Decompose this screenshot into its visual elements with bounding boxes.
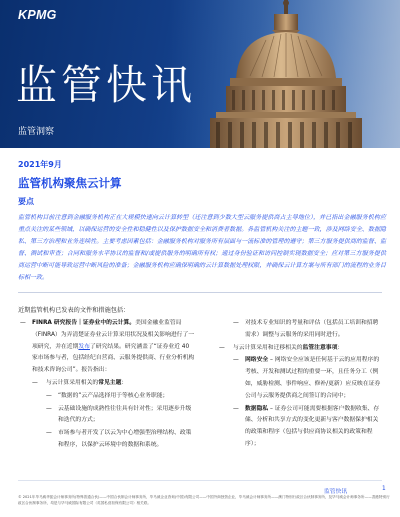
body-text: – 证券公司可能需要根据客户数据收集、存储、分析和共享方式的变化更新与客户数据保护相关的政策和程序（包括与供应商协议相关的政策和程序）； xyxy=(245,405,380,447)
list-item xyxy=(18,428,196,452)
series-label: 监管洞察 xyxy=(18,127,55,137)
list-item xyxy=(205,318,383,342)
page-title: 监管快讯 xyxy=(16,61,196,109)
body-text: 美国金融业监管局（FINRA）为弄清楚证券业云计算采用状况及相关影响进行了一项研究，并在近期 xyxy=(32,320,195,350)
body-text: ： xyxy=(121,379,128,386)
body-text: ： xyxy=(337,344,344,351)
bullet-dash-icon: — xyxy=(233,405,239,412)
list-item xyxy=(205,343,383,355)
article-headline: 监管机构聚焦云计算 xyxy=(18,176,122,190)
bullet-dash-icon: — xyxy=(20,320,26,326)
emphasis-text: 监管注意事项 xyxy=(302,344,338,351)
summary-paragraph: 监管机构目前注意到金融服务机构正在大规模快速向云计算转型（还注意到少数大型云服务提供商占主导地位），并已指出金融服务机构应重点关注的某些领域，以确保运营的安全性和稳健性以及保护数据安全和消费者数据。各监管机构关注的主题一致，涉及网络安全、数据隐私、第三方治理和业务连续性。主要考虑因素包括：金融服务机构对服务所有层面与一流标准的管理的遵守；第三方服务提供商的监督、监督、测试和审查；合同和服务水平协议的监督和/或提供服务的明确所有权；通过身份验证和访问控制实现数据安全；应对第三方服务提供商运营中断可能导致运营中断风险的准备；金融服务机构应确保明确的云计算数据处理权限，并确保云计算方案与所有部门的流程的业务目标相一致。 xyxy=(18,214,386,281)
list-item xyxy=(205,355,383,402)
list-item xyxy=(205,404,383,451)
body-text: 云基础设施的成熟性往往具有针对性；采用逐步升级和迭代的方式； xyxy=(58,405,192,424)
body-text: 对技术专业知识的考量和评估（包括员工培训和招聘需求）调整与云服务的采用同时进行。 xyxy=(245,320,379,338)
emphasis-text: FINRA 研究报告 xyxy=(32,320,78,326)
bullet-dash-icon: — xyxy=(233,357,239,364)
summary-label: 要点 xyxy=(18,197,34,206)
list-item xyxy=(18,378,196,390)
bullet-dash-icon: — xyxy=(233,320,239,326)
footer-disclaimer: © 2021年毕马威华振会计师事务所(特殊普通合伙)——中国合伙制会计师事务所，毕马威企业咨询(中国)有限公司——中国外商独资企业，毕马威会计师事务所——澳门特别行政区合伙制事务所，及毕马威会计师事务所——香港特别行政区合伙制事务所，均是与毕马威国际有限公司（英国私营担保有限公司）相关联。 xyxy=(18,495,390,505)
body-intro: 近期监管机构已发表的文件和措施包括： xyxy=(18,307,130,314)
section-divider xyxy=(18,292,382,293)
body-text: “数据的”云产品选择用于等核心业务职能； xyxy=(58,392,169,399)
footer-label: 监管快讯 xyxy=(324,489,348,495)
capitol-dome-image xyxy=(170,0,400,148)
list-item xyxy=(18,318,196,377)
footer-divider xyxy=(18,480,382,481)
bullet-dash-icon: — xyxy=(219,344,225,351)
bullet-dash-icon: — xyxy=(46,430,52,437)
bullet-dash-icon: — xyxy=(32,379,38,386)
report-link[interactable]: 发布 xyxy=(78,343,90,350)
bullet-dash-icon: — xyxy=(46,405,52,412)
header-banner xyxy=(0,0,400,148)
emphasis-text: 网络安全 xyxy=(245,357,269,364)
body-text: 了研究结果。研究涵盖了“证券业近 40 家市场参与者，包括经纪自营商、云服务提供商、行业分析机构和技术咨询公司”。报告指出： xyxy=(32,343,195,374)
left-column xyxy=(18,318,196,453)
list-item xyxy=(18,391,196,403)
body-text: 市场参与者开发了以云为中心增强型治理结构、政策和程序，以保护云环境中的数据和系统。 xyxy=(58,430,192,448)
bullet-dash-icon: — xyxy=(46,392,52,399)
emphasis-text: 数据隐私 xyxy=(245,405,269,412)
page-number: 1 xyxy=(382,486,386,492)
body-text: 与云计算采用相关的 xyxy=(46,379,99,386)
body-text: 与云计算采用和迁移相关的 xyxy=(233,344,303,351)
body-text: – 网络安全应该是任何基于云的应用程序的考核、开发和测试过程的重要一环，且任务分工（例如，威胁检测、事件响应、修补/更新）应反映在证券公司与云服务提供商之间签订的合同中； xyxy=(245,357,381,399)
emphasis-text: 常见主题 xyxy=(98,379,122,386)
kpmg-logo: KPMG xyxy=(18,8,57,22)
emphasis-text: ｜证券业中的云计算。 xyxy=(77,320,136,326)
list-item xyxy=(18,404,196,428)
publication-date: 2021年9月 xyxy=(18,160,62,169)
right-column xyxy=(205,318,383,452)
